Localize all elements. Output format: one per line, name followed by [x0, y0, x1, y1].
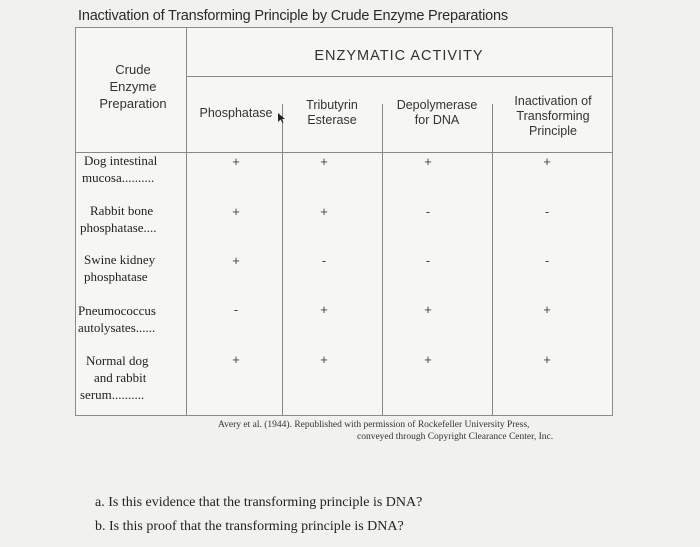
cell-value: -	[425, 204, 431, 219]
column-divider	[186, 28, 187, 415]
row-label-rabbit-bone: Rabbit bone phosphatase....	[80, 203, 157, 235]
row-label-swine-kidney: Swine kidney phosphatase	[84, 252, 156, 284]
corner-header: Crude Enzyme Preparation	[99, 62, 167, 111]
cell-value: +	[232, 253, 240, 268]
cell-value: -	[233, 302, 239, 317]
cell-value: -	[544, 253, 550, 268]
cell-value: -	[321, 253, 327, 268]
cell-value: -	[544, 204, 550, 219]
row-label-dog-intestinal: Dog intestinal mucosa..........	[82, 153, 158, 185]
cell-value: +	[424, 302, 432, 317]
row-label-normal-serum: Normal dog and rabbit serum..........	[80, 353, 149, 402]
cell-value: +	[424, 154, 432, 169]
column-divider	[382, 104, 383, 415]
cell-value: +	[543, 302, 551, 317]
group-header-divider	[186, 76, 612, 77]
cell-value: +	[543, 352, 551, 367]
page-title: Inactivation of Transforming Principle by Crude Enzyme Preparations	[78, 8, 508, 24]
cell-value: +	[320, 302, 328, 317]
cell-value: +	[543, 154, 551, 169]
cell-value: +	[320, 154, 328, 169]
cell-value: +	[232, 154, 240, 169]
column-header-phosphatase: Phosphatase	[199, 106, 273, 120]
enzyme-table	[75, 27, 613, 416]
cell-value: +	[320, 352, 328, 367]
enzymatic-activity-header: ENZYMATIC ACTIVITY	[314, 48, 484, 64]
cell-value: -	[425, 253, 431, 268]
cell-value: +	[232, 204, 240, 219]
column-header-depolymerase: Depolymerase for DNA	[396, 98, 478, 127]
cell-value: +	[232, 352, 240, 367]
citation-line-2: conveyed through Copyright Clearance Center, Inc.	[357, 432, 554, 442]
cell-value: +	[424, 352, 432, 367]
row-label-pneumococcus: Pneumococcus autolysates......	[78, 303, 156, 335]
column-header-tributyrin-esterase: Tributyrin Esterase	[306, 98, 358, 127]
cell-value: +	[320, 204, 328, 219]
question-a: a. Is this evidence that the transforming principle is DNA?	[95, 495, 423, 510]
column-divider	[492, 104, 493, 415]
citation-line-1: Avery et al. (1944). Republished with permission of Rockefeller University Press,	[218, 420, 530, 430]
column-divider	[282, 104, 283, 415]
question-b: b. Is this proof that the transforming principle is DNA?	[95, 519, 404, 534]
column-header-inactivation: Inactivation of Transforming Principle	[514, 94, 592, 138]
